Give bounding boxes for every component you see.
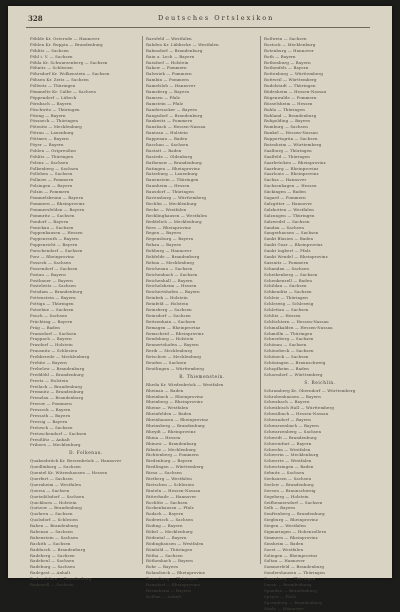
list-entry: Pöschwitz — Thüringen <box>30 106 80 112</box>
list-entry: Pöttmes — Bayern <box>30 136 69 142</box>
list-entry: Schenkenzell — Baden <box>264 277 313 283</box>
list-entry: Rahden Kr. Lübbecke — Westfalen <box>146 41 219 47</box>
list-entry: Sankt Wendel — Rheinprovinz <box>264 253 328 259</box>
list-entry: Recklinghausen — Westfalen <box>146 212 208 218</box>
list-entry: Rödental — Bayern <box>146 534 187 540</box>
list-entry: Raesfeld — Westfalen <box>146 36 192 41</box>
list-entry: Riedlingen — Württemberg <box>146 464 204 470</box>
list-entry: Prappach — Bayern <box>30 336 72 342</box>
list-entry: Sankt Blasien — Baden <box>264 236 314 242</box>
list-entry: Sankt Goar — Rheinprovinz <box>264 242 323 248</box>
list-entry: Schopfheim — Baden <box>264 365 309 371</box>
list-entry: Rehna — Mecklenburg <box>146 259 194 265</box>
list-entry: Schneeberg — Sachsen <box>264 336 314 342</box>
list-entry: Schwäbisch Hall — Württemberg <box>264 405 335 411</box>
list-entry: Reinsdorf — Sachsen <box>146 312 191 318</box>
list-entry: Ratzeburg — Lauenburg <box>146 171 198 177</box>
list-entry: Postelwitz — Sachsen <box>30 283 76 289</box>
list-entry: Radegast — Anhalt <box>30 570 71 576</box>
list-entry: Pressig — Bayern <box>30 418 68 424</box>
text-column-3 <box>264 36 376 612</box>
list-entry: Röbel — Mecklenburg <box>146 529 193 535</box>
list-entry: Rakow — Pommern <box>146 65 187 71</box>
list-entry: Pötrau — Lauenburg <box>30 130 74 136</box>
list-entry: Richtenberg — Pommern <box>146 452 199 458</box>
list-entry: Polsingen — Bayern <box>30 183 73 189</box>
list-entry: Sommerfeld — Brandenburg <box>264 564 325 570</box>
list-entry: Ramelsloh — Hannover <box>146 83 196 89</box>
list-entry: Rietberg — Westfalen <box>146 476 192 482</box>
list-entry: Preußlitz — Anhalt <box>30 436 70 442</box>
list-entry: Sankt Ingbert — Pfalz <box>264 248 311 254</box>
list-entry: Reuden — Sachsen <box>146 359 187 365</box>
list-entry: Rhinow — Brandenburg <box>146 440 197 446</box>
list-entry: Rolandseck — Rheinprovinz <box>146 570 205 576</box>
list-entry: Pramsdorf — Sachsen <box>30 330 77 336</box>
list-entry: Ralswiek — Pommern <box>146 71 192 77</box>
list-entry: Schwarzenbach — Bayern <box>264 423 319 428</box>
list-entry: Schöneck — Sachsen <box>264 354 309 360</box>
list-entry: Raddusch — Brandenburg <box>30 546 86 552</box>
list-entry: Siegburg — Rheinprovinz <box>264 517 319 523</box>
list-entry: Pottenstein — Bayern <box>30 295 76 301</box>
list-entry: Pöllwitz — Thüringen <box>30 83 76 89</box>
list-entry: Rhina — Hessen <box>146 434 181 440</box>
list-entry: Posseck — Sachsen <box>30 259 72 265</box>
list-entry: Rennertshofen — Bayern <box>146 342 199 348</box>
list-entry: Ruhla — Thüringen <box>264 106 305 112</box>
list-entry: Prebelow — Brandenburg <box>30 365 85 371</box>
list-entry: Ruhpolding — Bayern <box>264 118 311 124</box>
list-entry: Saalfeld — Thüringen <box>264 153 310 159</box>
list-entry: Schlitz — Hessen <box>264 312 301 318</box>
list-entry: Schkeuditz — Sachsen <box>264 289 312 295</box>
list-entry: Reichenhall — Bayern <box>146 277 193 283</box>
running-title: Deutsches Ortslexikon <box>158 14 275 22</box>
column-divider <box>142 36 143 564</box>
list-entry: Schönebeck — Sachsen <box>264 348 314 354</box>
list-entry: Simmern — Rheinprovinz <box>264 534 318 540</box>
list-entry: Reutlingen — Württemberg <box>146 365 205 371</box>
list-entry: Schmölln — Thüringen <box>264 330 313 336</box>
list-entry: Schwedt — Brandenburg <box>264 434 317 440</box>
list-entry: Ritterhude — Hannover <box>146 493 197 499</box>
list-entry: Rodach — Bayern <box>146 511 184 517</box>
list-entry: Poppenricht — Bayern <box>30 242 78 248</box>
list-entry: Remagen — Rheinprovinz <box>146 324 201 330</box>
list-entry: Pöppendorf — Lübeck <box>30 94 77 100</box>
list-entry: Reitzenhain — Sachsen <box>146 318 196 324</box>
list-entry: Rerik — Mecklenburg <box>146 348 193 354</box>
list-entry: Schwerte — Westfalen <box>264 458 312 464</box>
list-entry: Saalburg — Thüringen <box>264 147 312 153</box>
list-entry: Poppenhausen — Hessen <box>30 230 83 236</box>
list-entry: Roth — Bayern <box>264 53 296 59</box>
list-entry: Prebberede — Mecklenburg <box>30 354 90 360</box>
list-entry: Röthenbach — Bayern <box>146 558 193 564</box>
list-entry: Rauenstein — Thüringen <box>146 177 199 183</box>
list-entry: Siegen — Westfalen <box>264 523 306 529</box>
list-entry: Rheinberg — Rheinprovinz <box>146 399 203 405</box>
list-entry: Reichenau — Sachsen <box>146 265 193 271</box>
list-entry: Pommritz — Sachsen <box>30 212 75 218</box>
list-entry: Ratingen — Rheinprovinz <box>146 165 200 171</box>
list-entry: Reinfeld — Holstein <box>146 301 189 307</box>
list-entry: Salzgitter — Hannover <box>264 200 313 206</box>
list-entry: Rottenburg — Württemberg <box>264 71 323 77</box>
list-entry: Sorau — Brandenburg <box>264 582 312 588</box>
list-entry: Sandau — Sachsen <box>264 224 305 230</box>
list-entry: Schmalkalden — Hessen-Nassau <box>264 324 333 330</box>
list-entry: Ransbach — Hessen-Nassau <box>146 124 206 130</box>
list-entry: Radeberg — Sachsen <box>30 552 75 558</box>
list-entry: Postau — Bayern <box>30 271 66 277</box>
list-entry: Ramstein — Pfalz <box>146 100 184 106</box>
list-entry: Porschendorf — Sachsen <box>30 248 83 254</box>
list-entry: Salzungen — Thüringen <box>264 212 315 218</box>
list-entry: Rehau — Bayern <box>146 242 182 248</box>
list-entry: Riesa — Sachsen <box>146 470 182 476</box>
list-entry: Schwerin — Mecklenburg <box>264 452 319 458</box>
list-entry: Schleiz — Thüringen <box>264 295 308 301</box>
list-entry: Segeberg — Holstein <box>264 493 309 499</box>
list-entry: Rappenau — Baden <box>146 136 188 142</box>
list-entry: Prerow — Pommern <box>30 401 72 407</box>
list-entry: Sachsenhagen — Hessen <box>264 183 317 189</box>
list-entry: Pössneck — Thüringen <box>30 118 79 124</box>
list-entry: Rehfelde — Brandenburg <box>146 253 200 259</box>
list-entry: Pollnow — Pommern <box>30 177 74 183</box>
list-entry: Schleswig — Schleswig <box>264 301 314 307</box>
list-entry: Reichenbach — Sachsen <box>146 271 198 277</box>
list-entry: Rockenhausen — Pfalz <box>146 505 194 511</box>
list-entry: Rüdesheim — Hessen-Nassau <box>264 89 327 95</box>
list-entry: Schwelm — Westfalen <box>264 446 311 452</box>
list-entry: Rantzau — Holstein <box>146 130 188 136</box>
list-entry: Sebnitz — Sachsen <box>264 470 305 476</box>
list-entry: Pommersfelden — Bayern <box>30 206 85 212</box>
list-entry: Rohr — Bayern <box>146 564 178 570</box>
list-entry: Rastede — Oldenburg <box>146 153 193 159</box>
list-entry: Schwabach — Bayern <box>264 399 310 405</box>
list-entry: Sinsheim — Baden <box>264 540 304 546</box>
list-entry: Polzin — Pommern <box>30 189 70 195</box>
list-entry: Reichelsheim — Hessen <box>146 283 197 289</box>
list-entry: Randersacker — Bayern <box>146 106 198 112</box>
list-entry: Schwetzingen — Baden <box>264 464 314 470</box>
list-entry: Rostock — Mecklenburg <box>264 41 316 47</box>
list-entry: Seehausen — Sachsen <box>264 476 312 482</box>
list-entry: Ravensburg — Württemberg <box>146 195 207 201</box>
list-entry: Pöhlen Kr. Ruppin — Brandenburg <box>30 41 103 47</box>
list-entry: Speyer — Pfalz <box>264 593 296 599</box>
list-entry: Sassnitz — Pommern <box>264 259 309 265</box>
list-entry: Rheinsberg — Brandenburg <box>146 423 205 428</box>
list-entry: Rain a. Lech — Bayern <box>146 53 195 59</box>
list-entry: Sangerhausen — Sachsen <box>264 230 319 236</box>
list-entry: Pohlitz — Thüringen <box>30 153 74 159</box>
list-entry: Rabenau — Sachsen <box>30 529 73 535</box>
list-entry: Pöhlitz — Sachsen <box>30 47 69 53</box>
list-entry: Pösing — Bayern <box>30 112 66 118</box>
list-entry: Pressath — Bayern <box>30 413 71 418</box>
list-entry: Pöhla Kr. Schwarzenberg — Sachsen <box>30 59 108 65</box>
list-entry: Radewell — Sachsen <box>30 582 74 588</box>
list-entry: Pömmelte Kr. Calbe — Sachsen <box>30 89 97 95</box>
list-entry: Schweinfurt — Bayern <box>264 440 312 446</box>
list-entry: Raben — Brandenburg <box>30 523 79 529</box>
page-header <box>8 14 392 24</box>
list-entry: Querfurt — Sachsen <box>30 476 73 482</box>
list-entry: Schlettau — Sachsen <box>264 306 309 312</box>
list-entry: Rambin — Pommern <box>146 77 189 83</box>
list-entry: Rathenow — Brandenburg <box>146 159 202 165</box>
list-entry: Roding — Bayern <box>146 523 183 529</box>
list-entry: Spremberg — Brandenburg <box>264 599 323 605</box>
page-number: 328 <box>28 14 43 23</box>
list-entry: Reinbek — Holstein <box>146 295 188 301</box>
list-entry: Saarlouis — Rheinprovinz <box>264 171 319 177</box>
list-entry: Salzkotten — Westfalen <box>264 206 314 212</box>
list-entry: Premnitz — Brandenburg <box>30 389 84 395</box>
list-entry: Raschau — Sachsen <box>146 142 189 148</box>
list-entry: Sachsa — Hannover <box>264 177 307 183</box>
list-entry: Ramsen — Pfalz <box>146 94 180 100</box>
list-entry: Stade — Hannover <box>264 605 304 611</box>
list-entry: Rheinau — Baden <box>146 387 184 393</box>
list-entry: Rees — Rheinprovinz <box>146 224 191 230</box>
list-entry: Rudolstadt — Thüringen <box>264 83 316 89</box>
list-entry: Pöhnitz — Schlesien <box>30 65 73 71</box>
list-entry: Reddelich — Mecklenburg <box>146 218 202 224</box>
list-entry: Quentel Kr. Witzenhausen — Hessen <box>30 470 108 476</box>
list-entry: Riedenburg — Bayern <box>146 458 193 464</box>
list-entry: Reinsberg — Sachsen <box>146 306 192 312</box>
list-entry: Rheinbach — Rheinprovinz <box>146 393 204 399</box>
list-entry: Priborn — Mecklenburg <box>30 442 81 448</box>
text-column-1 <box>30 36 142 588</box>
list-entry: Quernheim — Westfalen <box>30 481 81 487</box>
list-entry: Rackith — Sachsen <box>30 540 71 546</box>
list-entry: Pottiga — Thüringen <box>30 301 74 307</box>
list-entry: Quickborn — Holstein <box>30 499 77 505</box>
document-page <box>8 6 392 611</box>
list-entry: Rödinghausen — Westfalen <box>146 540 204 546</box>
list-entry: Quolsdorf — Schlesien <box>30 517 78 523</box>
list-entry: Pöyer — Bayern <box>30 142 64 148</box>
section-heading: R. Thiemenstein. <box>179 373 225 379</box>
section-heading: S. Reichlin. <box>304 379 336 385</box>
list-entry: Postbauer — Bayern <box>30 277 73 283</box>
list-entry: Rottweil — Württemberg <box>264 77 317 83</box>
list-entry: Pretzsch — Sachsen <box>30 424 73 430</box>
list-entry: Rothenfels — Bayern <box>264 65 309 71</box>
list-entry: Seelow — Brandenburg <box>264 481 314 487</box>
list-entry: Radensleben — Brandenburg <box>30 576 92 582</box>
list-entry: Quersa — Sachsen <box>30 487 70 493</box>
list-entry: Selb — Bayern <box>264 505 296 511</box>
list-entry: Possendorf — Sachsen <box>30 265 78 271</box>
header-rule <box>26 27 370 28</box>
list-entry: Römhild — Thüringen <box>146 546 193 552</box>
list-entry: Pöhrsdorf Kr. Wolkenstein — Sachsen <box>30 71 110 77</box>
list-entry: Rotenburg — Hannover <box>264 47 314 53</box>
list-entry: Säckingen — Baden <box>264 189 306 195</box>
list-entry: Raunheim — Hessen <box>146 183 190 189</box>
list-entry: Rötha — Sachsen <box>146 552 183 558</box>
list-entry: Polkenberg — Sachsen <box>30 165 79 171</box>
list-entry: Retschow — Mecklenburg <box>146 354 202 360</box>
list-entry: Rheinhausen — Rheinprovinz <box>146 417 209 423</box>
list-entry: Salzwedel — Sachsen <box>264 218 310 224</box>
list-entry: Rothenburg — Bayern <box>264 59 311 65</box>
list-entry: Preilack — Brandenburg <box>30 383 82 389</box>
list-entry: Rheine — Westfalen <box>146 405 189 411</box>
list-entry: Sagard — Pommern <box>264 195 306 201</box>
list-entry: Pöhl i. V. — Sachsen <box>30 53 73 59</box>
list-entry: Schandau — Sachsen <box>264 265 310 271</box>
list-entry: Roßlau — Anhalt <box>146 593 182 599</box>
list-entry: Schrobenhausen — Bayern <box>264 393 321 399</box>
list-entry: Regensburg — Bayern <box>146 236 194 242</box>
list-entry: Rodewisch — Sachsen <box>146 517 194 523</box>
list-entry: Ruhland — Brandenburg <box>264 112 317 118</box>
list-entry: Rahnsdorf — Brandenburg <box>146 47 203 53</box>
list-entry: Saarburg — Rheinprovinz <box>264 165 319 171</box>
list-entry: Ramsberg — Bayern <box>146 89 190 95</box>
list-entry: Quitzow — Brandenburg <box>30 505 82 511</box>
list-entry: Prasdorf — Holstein <box>30 342 73 348</box>
list-entry: Ruppertsgrün — Sachsen <box>264 136 318 142</box>
list-entry: Potzehne — Sachsen <box>30 306 74 312</box>
text-column-2 <box>146 36 258 600</box>
section-heading: D. Folkenau. <box>69 450 103 456</box>
list-entry: Quedlinburg — Sachsen <box>30 464 81 470</box>
list-entry: Pretzschendorf — Sachsen <box>30 430 87 436</box>
list-entry: Schorndorf — Württemberg <box>264 371 323 377</box>
list-entry: Spandau — Brandenburg <box>264 587 318 593</box>
list-entry: Rheda Kr. Wiedenbrück — Westfalen <box>146 381 224 387</box>
list-entry: Saarbrücken — Rheinprovinz <box>264 159 326 165</box>
list-entry: Pommelsbrunn — Bayern <box>30 195 84 201</box>
list-entry: Schwalbach — Hessen-Nassau <box>264 411 329 417</box>
list-entry: Ponickau — Sachsen <box>30 224 74 230</box>
list-entry: Preetz — Holstein <box>30 377 69 383</box>
list-entry: Rechlin — Mecklenburg <box>146 200 197 206</box>
list-entry: Prenzlau — Brandenburg <box>30 395 84 401</box>
list-entry: Pörnbach — Bayern <box>30 100 72 106</box>
list-entry: Seesen — Braunschweig <box>264 487 316 493</box>
list-entry: Rangsdorf — Brandenburg <box>146 112 203 118</box>
list-entry: Soltau — Hannover <box>264 558 305 564</box>
list-entry: Polleben — Sachsen <box>30 171 73 177</box>
list-entry: Recke — Westfalen <box>146 206 187 212</box>
list-entry: Rausdorf — Thüringen <box>146 189 194 195</box>
list-entry: Pohlen — Ostpreußen <box>30 147 76 153</box>
list-entry: Rüsselsheim — Hessen <box>264 100 313 106</box>
list-entry: Ronneburg — Thüringen <box>146 576 198 582</box>
list-entry: Poppenreuth — Bayern <box>30 236 79 242</box>
list-entry: Solingen — Rheinprovinz <box>264 552 318 558</box>
list-entry: Preddöhl — Brandenburg <box>30 371 84 377</box>
list-entry: Schildau — Sachsen <box>264 283 307 289</box>
list-entry: Pötenitz — Mecklenburg <box>30 124 82 130</box>
list-entry: Rosenheim — Bayern <box>146 587 191 593</box>
list-entry: Quohren — Sachsen <box>30 511 73 517</box>
list-entry: Rankwitz — Pommern <box>146 118 193 124</box>
list-entry: Rheydt — Rheinprovinz <box>146 428 196 434</box>
list-entry: Schöningen — Braunschweig <box>264 359 326 365</box>
list-entry: Potsdam — Brandenburg <box>30 289 83 295</box>
list-entry: Rheinfelden — Baden <box>146 411 192 417</box>
list-entry: Rietschen — Schlesien <box>146 481 194 487</box>
list-entry: Rastatt — Baden <box>146 147 182 153</box>
list-entry: Prächting — Bayern <box>30 318 73 324</box>
list-entry: Präg — Baden <box>30 324 60 330</box>
list-entry: Senftenberg — Brandenburg <box>264 511 325 517</box>
list-entry: Rochlitz — Sachsen <box>146 499 188 505</box>
list-entry: Prebitz — Bayern <box>30 359 67 365</box>
list-entry: Rügenwalde — Pommern <box>264 94 317 100</box>
list-entry: Prausnitz — Schlesien <box>30 348 78 354</box>
list-entry: Rabenstein — Sachsen <box>30 534 79 540</box>
list-entry: Schönau — Sachsen <box>264 342 307 348</box>
list-entry: Raisdorf — Holstein <box>146 59 189 65</box>
list-entry: Rendsburg — Holstein <box>146 336 194 342</box>
list-entry: Schwandorf — Bayern <box>264 417 311 423</box>
list-entry: Quetzdölsdorf — Sachsen <box>30 493 85 499</box>
list-entry: Pommern — Rheinprovinz <box>30 200 85 206</box>
list-entry: Ronsdorf — Rheinprovinz <box>146 582 200 588</box>
list-entry: Quakenbrück Kr. Bersenbrück — Hannover <box>30 458 122 464</box>
list-entry: Radeburg — Sachsen <box>30 564 76 570</box>
list-entry: Pondorf — Bayern <box>30 218 69 224</box>
list-entry: Rumburg — Sachsen <box>264 124 308 130</box>
column-divider <box>260 36 261 564</box>
list-entry: Ribnitz — Mecklenburg <box>146 446 196 452</box>
list-entry: Schlüchtern — Hessen-Nassau <box>264 318 329 324</box>
list-entry: Presseck — Bayern <box>30 407 71 413</box>
list-entry: Rehburg — Hannover <box>146 248 192 254</box>
list-entry: Roßwein — Sachsen <box>264 36 307 41</box>
list-entry: Pöhsen Kr. Zeitz — Sachsen <box>30 77 89 83</box>
list-entry: Reichertshofen — Bayern <box>146 289 200 295</box>
list-entry: Runkel — Hessen-Nassau <box>264 130 318 136</box>
list-entry: Schwarzenberg — Sachsen <box>264 428 322 434</box>
list-entry: Remscheid — Rheinprovinz <box>146 330 204 336</box>
list-entry: Seifhennersdorf — Sachsen <box>264 499 323 505</box>
list-entry: Radebeul — Sachsen <box>30 558 75 564</box>
list-entry: Sigmaringen — Hohenzollern <box>264 529 327 535</box>
list-entry: Rinteln — Hessen-Nassau <box>146 487 201 493</box>
list-entry: Sonneberg — Thüringen <box>264 576 316 582</box>
list-entry: Pouch — Sachsen <box>30 312 68 318</box>
list-entry: Pöhlde Kr. Osterode — Hannover <box>30 36 100 41</box>
list-entry: Regen — Bayern <box>146 230 182 236</box>
list-entry: Scheibenberg — Sachsen <box>264 271 318 277</box>
list-entry: Polenz — Sachsen <box>30 159 69 165</box>
list-entry: Schramberg Kr. Oberndorf — Württemberg <box>264 387 356 393</box>
list-entry: Sondershausen — Thüringen <box>264 570 325 576</box>
list-entry: Porz — Rheinprovinz <box>30 253 75 259</box>
list-entry: Rutesheim — Württemberg <box>264 142 322 148</box>
list-entry: Soest — Westfalen <box>264 546 304 552</box>
